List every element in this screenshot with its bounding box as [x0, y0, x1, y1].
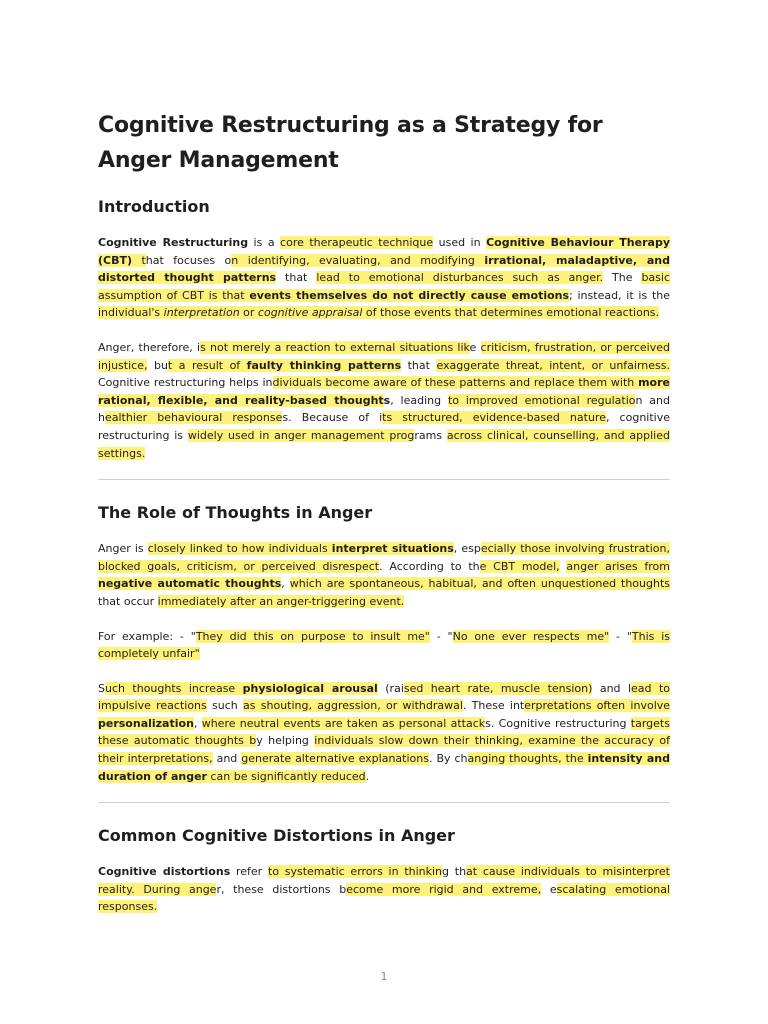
- paragraph: [98, 628, 670, 663]
- text-run: hat focuses o: [145, 253, 232, 267]
- text-run: sed heart rate, muscle tension): [403, 681, 593, 695]
- text-run: anger arises from: [566, 559, 670, 573]
- page-number: 1: [380, 970, 388, 983]
- text-run: e CBT model,: [479, 559, 560, 573]
- highlight: [202, 717, 485, 730]
- highlight: [247, 359, 401, 372]
- text-run: cognitive appraisal: [257, 306, 363, 320]
- text-run: No one ever respects me": [452, 629, 610, 643]
- text-run: more rational, flexible, and reality-based thought: [98, 376, 670, 407]
- highlight: [158, 595, 405, 608]
- text-run: g th: [442, 865, 467, 879]
- text-run: scalating emotional responses.: [98, 882, 671, 914]
- highlight: [243, 682, 378, 695]
- paragraph: [98, 339, 670, 462]
- text-run: irrational, maladaptive, and distorted thought patterns: [98, 253, 670, 285]
- text-run: S: [98, 681, 105, 695]
- highlight: [240, 306, 258, 319]
- text-run: lead to emotional disturbances such as anger.: [316, 271, 604, 285]
- highlight: [168, 359, 247, 372]
- highlight: [207, 770, 366, 783]
- highlight: [280, 236, 433, 249]
- paragraph: [98, 540, 670, 610]
- highlight: [404, 682, 593, 695]
- highlight: [98, 306, 164, 319]
- highlight: [231, 254, 484, 267]
- text-run: such: [206, 699, 244, 713]
- text-run: . By ch: [428, 752, 468, 766]
- text-run: - ": [429, 629, 453, 643]
- paragraph: [98, 234, 670, 322]
- document-body: [98, 108, 670, 933]
- text-run: e: [469, 340, 481, 354]
- text-run: intensity and duration of anger: [98, 752, 670, 783]
- text-run: or: [239, 306, 258, 320]
- highlight: [164, 306, 240, 319]
- highlight: [524, 699, 670, 712]
- text-run: y helping: [256, 734, 315, 748]
- text-run: can be significantly reduced: [207, 769, 366, 783]
- text-run: erpretations often involve: [524, 699, 671, 713]
- text-run: (rai: [377, 681, 404, 695]
- text-run: ,: [281, 577, 290, 591]
- text-run: ; instead, it is the: [569, 288, 670, 302]
- text-run: uch thoughts increase: [104, 681, 243, 695]
- text-run: is a: [248, 236, 281, 249]
- text-run: Cognitive Restructuring: [98, 236, 249, 249]
- text-run: . According to th: [379, 559, 480, 573]
- highlight: [132, 254, 146, 267]
- highlight: [200, 341, 469, 354]
- highlight: [249, 289, 569, 302]
- text-run: to systematic errors in thinkin: [267, 865, 443, 879]
- text-run: interpret situations: [331, 542, 454, 556]
- highlight: [316, 271, 603, 284]
- text-run: and: [212, 752, 242, 766]
- highlight: [98, 577, 281, 590]
- text-run: events themselves do not directly cause emotions: [249, 288, 570, 302]
- highlight: [436, 359, 670, 372]
- text-run: . These int: [462, 699, 525, 713]
- text-run: as shouting, aggression, or withdrawal: [243, 699, 463, 713]
- text-run: t a result of: [167, 358, 247, 372]
- text-run: to improved emotional regulatio: [447, 393, 636, 407]
- text-run: s. Cognitive restructuring: [485, 716, 631, 730]
- highlight: [332, 542, 454, 555]
- text-run: , leading: [390, 393, 448, 407]
- document-title: Cognitive Restructuring as a Strategy for Anger Management: [98, 113, 603, 173]
- highlight: [98, 717, 194, 730]
- highlight: [448, 394, 636, 407]
- text-run: s. Because of i: [282, 411, 383, 425]
- text-run: Anger is: [98, 542, 148, 556]
- text-run: This is completely unfair": [98, 629, 671, 661]
- text-run: refer: [230, 865, 268, 879]
- text-run: rams: [414, 428, 447, 442]
- highlight: [480, 560, 560, 573]
- highlight: [362, 306, 659, 319]
- highlight: [346, 883, 541, 896]
- highlight: [243, 699, 463, 712]
- text-run: e: [541, 882, 557, 896]
- section-heading-role-of-thoughts: The Role of Thoughts in Anger: [98, 503, 373, 523]
- highlight: [453, 630, 610, 643]
- text-run: Anger, therefore, i: [98, 340, 201, 354]
- text-run: which are spontaneous, habitual, and often unquestioned thoughts: [289, 577, 670, 591]
- highlight: [105, 682, 243, 695]
- text-run: r, these distortions b: [216, 882, 347, 896]
- text-run: ealthier behavioural response: [104, 411, 283, 425]
- text-run: They did this on purpose to insult me": [195, 629, 430, 643]
- highlight: [566, 560, 670, 573]
- text-run: Cognitive distortions: [98, 865, 231, 879]
- text-run: used in: [433, 236, 487, 249]
- text-run: closely linked to how individuals: [147, 542, 332, 556]
- highlight: [468, 752, 588, 765]
- text-run: that occur: [98, 594, 158, 608]
- text-run: , esp: [453, 542, 481, 556]
- text-run: , cognitive restructuring is: [98, 411, 670, 442]
- text-run: immediately after an anger-triggering event.: [157, 594, 405, 608]
- text-run: ,: [193, 716, 202, 730]
- text-run: faulty thinking patterns: [246, 358, 402, 372]
- highlight: [241, 752, 429, 765]
- text-run: dividuals become aware of these patterns and replace them with: [272, 376, 639, 390]
- text-run: where neutral events are taken as personal attack: [201, 716, 486, 730]
- highlight: [188, 429, 415, 442]
- text-run: ecome more rigid and extreme,: [346, 882, 542, 896]
- highlight: [268, 865, 442, 878]
- paragraph: [98, 863, 670, 916]
- text-run: physiological arousal: [242, 681, 378, 695]
- text-run: s not merely a reaction to external situations lik: [200, 340, 470, 354]
- text-run: across clinical, counselling, and applied settings.: [98, 428, 670, 460]
- highlight: [258, 306, 362, 319]
- text-run: of those events that determines emotional reactions.: [362, 306, 660, 320]
- text-run: For example: - ": [98, 629, 196, 643]
- text-run: core therapeutic technique: [280, 236, 434, 249]
- text-run: bu: [147, 358, 168, 372]
- highlight: [382, 411, 606, 424]
- text-run: widely used in anger management prog: [187, 428, 415, 442]
- text-run: Cognitive restructuring helps in: [98, 376, 273, 390]
- section-divider: [98, 802, 670, 803]
- paragraph: [98, 680, 670, 786]
- section-divider: [98, 479, 670, 480]
- text-run: Cognitive Behaviour Therapy (CBT): [98, 236, 670, 267]
- highlight: [273, 376, 639, 389]
- text-run: individuals slow down their thinking, examine the accuracy of their interpretations,: [98, 734, 670, 766]
- text-run: The: [603, 271, 642, 285]
- text-run: t: [132, 253, 146, 267]
- text-run: targets these automatic thoughts b: [98, 716, 670, 748]
- section-heading-introduction: Introduction: [98, 197, 210, 216]
- text-run: criticism, frustration, or perceived injustice,: [98, 340, 670, 372]
- highlight: [105, 411, 282, 424]
- text-run: n identifying, evaluating, and modifying: [231, 253, 485, 267]
- text-run: and l: [592, 681, 632, 695]
- text-run: ead to impulsive reactions: [98, 681, 671, 713]
- text-run: .: [365, 769, 370, 783]
- text-run: ts structured, evidence-based nature: [382, 411, 606, 425]
- highlight: [148, 542, 332, 555]
- text-run: generate alternative explanations: [241, 752, 429, 766]
- text-run: negative automatic thoughts: [98, 577, 282, 591]
- text-run: n and h: [98, 393, 670, 425]
- text-run: that: [401, 358, 437, 372]
- text-run: at cause individuals to misinterpret reality. During ange: [98, 865, 670, 896]
- text-run: anging thoughts, the: [467, 752, 588, 766]
- text-run: s: [383, 393, 391, 407]
- text-run: basic assumption of CBT is that: [98, 271, 671, 302]
- text-run: personalization: [98, 716, 194, 730]
- section-heading-cognitive-distortions: Common Cognitive Distortions in Anger: [98, 826, 455, 846]
- text-run: exaggerate threat, intent, or unfairness.: [436, 358, 670, 372]
- text-run: individual's: [98, 306, 164, 320]
- text-run: interpretation: [163, 306, 240, 320]
- text-run: ecially those involving frustration, blocked goals, criticism, or perceived disrespect: [98, 542, 670, 573]
- text-run: that: [276, 271, 317, 285]
- text-run: - ": [609, 629, 632, 643]
- highlight: [290, 577, 670, 590]
- highlight: [196, 630, 430, 643]
